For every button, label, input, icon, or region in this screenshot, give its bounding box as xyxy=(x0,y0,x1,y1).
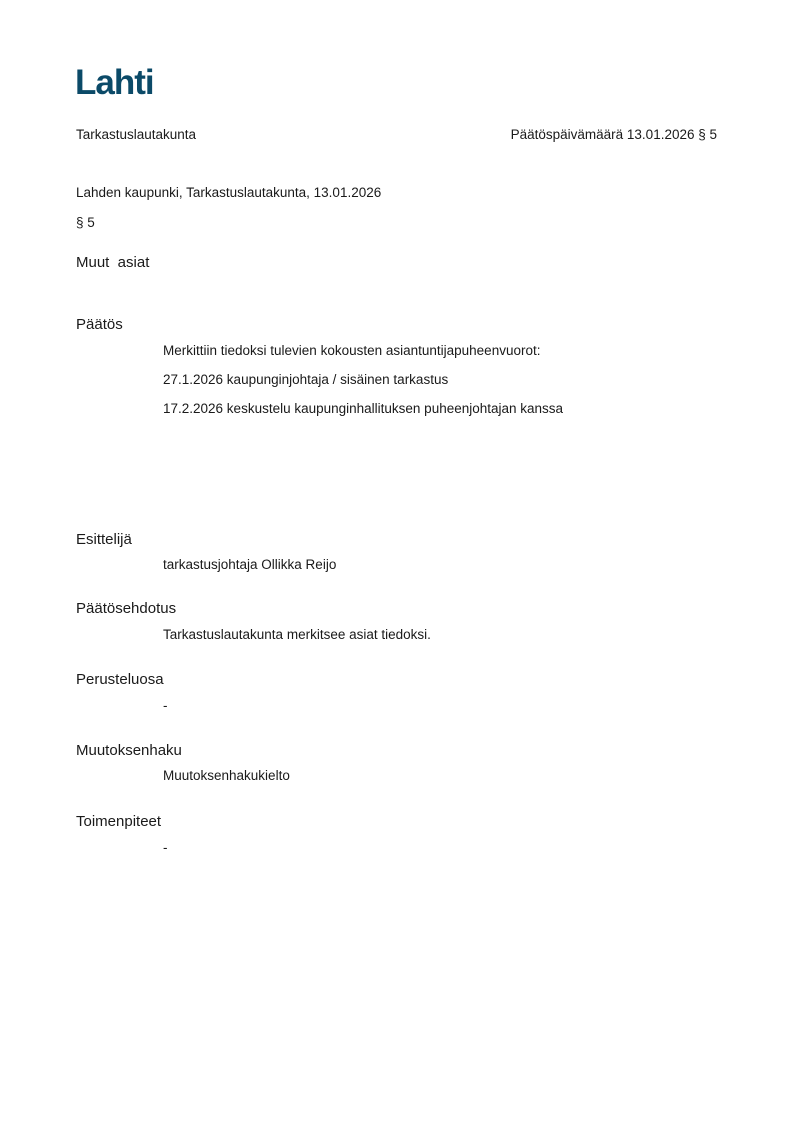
justification-value: - xyxy=(163,698,168,713)
justification-heading: Perusteluosa xyxy=(76,671,164,688)
lahti-logo-text: Lahti xyxy=(75,64,154,100)
proposal-heading: Päätösehdotus xyxy=(76,600,177,617)
item-title: Muut asiat xyxy=(76,254,150,271)
proposal-value: Tarkastuslautakunta merkitsee asiat tiedoksi. xyxy=(163,627,431,642)
presenter-heading: Esittelijä xyxy=(76,531,132,548)
decision-date: Päätöspäivämäärä 13.01.2026 § 5 xyxy=(510,127,717,142)
section-number: § 5 xyxy=(76,215,95,230)
meeting-line: Lahden kaupunki, Tarkastuslautakunta, 13.01.2026 xyxy=(76,185,382,200)
appeal-value: Muutoksenhakukielto xyxy=(163,768,290,783)
actions-value: - xyxy=(163,840,168,855)
actions-heading: Toimenpiteet xyxy=(76,813,162,830)
decision-heading: Päätös xyxy=(76,316,123,333)
lahti-logo xyxy=(75,64,170,100)
presenter-value: tarkastusjohtaja Ollikka Reijo xyxy=(163,557,337,572)
decision-line-3: 17.2.2026 keskustelu kaupunginhallituksen puheenjohtajan kanssa xyxy=(163,401,564,416)
board-name: Tarkastuslautakunta xyxy=(76,127,197,142)
decision-line-1: Merkittiin tiedoksi tulevien kokousten asiantuntijapuheenvuorot: xyxy=(163,343,541,358)
decision-line-2: 27.1.2026 kaupunginjohtaja / sisäinen tarkastus xyxy=(163,372,449,387)
appeal-heading: Muutoksenhaku xyxy=(76,742,182,759)
